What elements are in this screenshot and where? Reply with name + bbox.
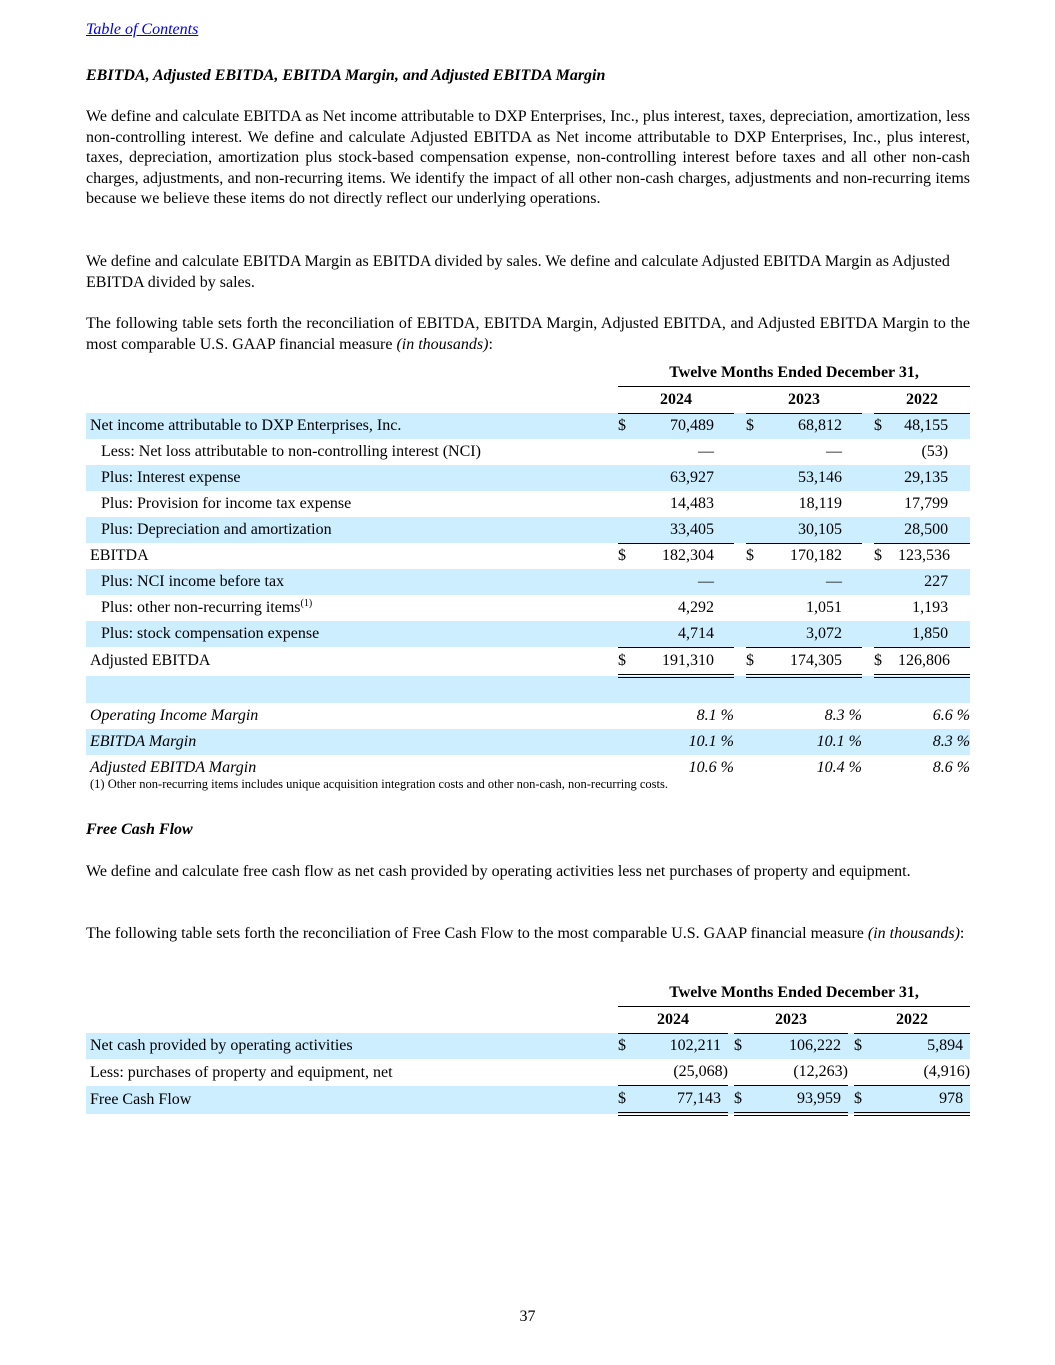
paragraph-ebitda-definition: We define and calculate EBITDA as Net income attributable to DXP Enterprises, Inc., plus interest, taxes, depreciation, amortization, less non-controlling interest. We define and calculate Adjusted EBITDA as Net income attributable to DXP Enterprises, Inc., plus interest, taxes, depreciation, amortization plus stock-based compensation expense, non-controlling interest before taxes and all other non-cash charges, adjustments, and non-recurring items. We identify the impact of all other non-cash charges, adjustments and non-recurring items because we believe these items do not directly reflect our underlying operations. [86, 108, 970, 208]
row-value: (12,263) [758, 1059, 848, 1085]
table-row [86, 517, 970, 543]
row-value: — [770, 569, 862, 595]
footnote-marker: (1) [300, 598, 313, 610]
currency-symbol [618, 1059, 642, 1085]
table-row [86, 647, 970, 675]
margin-row [86, 729, 970, 755]
section-heading-ebitda: EBITDA, Adjusted EBITDA, EBITDA Margin, and Adjusted EBITDA Margin [86, 67, 606, 84]
currency-symbol [746, 517, 770, 543]
row-value: 48,155 [898, 413, 970, 439]
row-value: 191,310 [642, 647, 734, 675]
row-value: — [642, 569, 734, 595]
row-value: 30,105 [770, 517, 862, 543]
spacer [862, 517, 874, 543]
row-value: 123,536 [898, 547, 950, 565]
margin-value: 8.3 % [824, 707, 862, 725]
margin-value: 10.4 % [816, 758, 862, 776]
row-value: — [826, 443, 842, 461]
currency-symbol [746, 491, 770, 517]
row-label: EBITDA [90, 547, 149, 565]
table-row [86, 543, 970, 569]
spacer [862, 491, 874, 517]
table-of-contents-link[interactable]: Table of Contents [86, 21, 199, 38]
paragraph-margin-definition: We define and calculate EBITDA Margin as EBITDA divided by sales. We define and calculate Adjusted EBITDA Margin as Adjusted EBITDA divided by sales. [86, 253, 950, 291]
units-note: (in thousands) [396, 335, 489, 353]
row-label: Adjusted EBITDA [90, 652, 211, 670]
row-value: 126,806 [898, 647, 970, 675]
currency-symbol [618, 517, 642, 543]
margin-row [86, 703, 970, 729]
row-value: 1,850 [898, 621, 970, 647]
spacer [734, 621, 746, 647]
currency-symbol: $ [874, 647, 898, 675]
spacer [862, 621, 874, 647]
period-header: Twelve Months Ended December 31, [618, 360, 970, 386]
currency-symbol [874, 517, 898, 543]
margin-value: 10.6 % [688, 758, 734, 776]
row-value: (4,916) [878, 1059, 970, 1085]
currency-symbol [746, 439, 770, 465]
row-value: 3,072 [770, 621, 862, 647]
spacer [862, 465, 874, 491]
row-value: (25,068) [642, 1059, 728, 1085]
currency-symbol [746, 465, 770, 491]
year-header: 2023 [746, 386, 862, 413]
ebitda-reconciliation-table [86, 360, 970, 781]
row-label: Plus: other non-recurring items$^{(1)}$ [101, 598, 313, 617]
row-value: 28,500 [898, 517, 970, 543]
row-value: 5,894 [878, 1033, 970, 1059]
row-value: 4,292 [678, 599, 714, 617]
currency-symbol [874, 569, 898, 595]
spacer [734, 703, 746, 729]
row-value: 1,051 [806, 599, 842, 617]
row-value: 1,193 [912, 599, 949, 617]
currency-symbol [618, 569, 642, 595]
currency-symbol [746, 595, 770, 621]
spacer [862, 729, 874, 755]
row-value: 106,222 [758, 1033, 848, 1059]
row-value: 63,927 [642, 465, 734, 491]
row-value: 29,135 [898, 465, 970, 491]
table-row [86, 1059, 970, 1085]
intro-colon: : [959, 925, 965, 942]
currency-symbol: $ [854, 1033, 878, 1059]
currency-symbol [618, 465, 642, 491]
currency-symbol: $ [618, 647, 642, 675]
currency-symbol: $ [874, 547, 882, 565]
margin-value: 8.1 % [696, 707, 734, 725]
currency-symbol: $ [746, 547, 754, 565]
currency-symbol [874, 491, 898, 517]
row-value: 174,305 [770, 647, 862, 675]
currency-symbol [618, 491, 642, 517]
row-value: 70,489 [642, 413, 734, 439]
currency-symbol: $ [734, 1086, 758, 1114]
table-header-years-row [86, 386, 970, 413]
currency-symbol [618, 595, 642, 621]
margin-label: EBITDA Margin [86, 729, 616, 755]
currency-symbol [734, 1059, 758, 1085]
currency-symbol [854, 1059, 878, 1085]
table-row [86, 1033, 970, 1059]
intro-text: The following table sets forth the reconciliation of EBITDA, EBITDA Margin, Adjusted EBITDA, and Adjusted EBITDA Margin to the most comparable U.S. GAAP financial measure [86, 315, 970, 353]
row-label: Free Cash Flow [86, 1086, 616, 1114]
row-label: Plus: Interest expense [86, 465, 616, 491]
spacer [734, 647, 746, 675]
table-row [86, 595, 970, 621]
spacer [734, 413, 746, 439]
row-value: (53) [921, 443, 949, 461]
table-row [86, 465, 970, 491]
spacer [862, 703, 874, 729]
paragraph-table2-intro [86, 924, 970, 945]
table-row [86, 1086, 970, 1114]
spacer [734, 465, 746, 491]
blank-row [86, 676, 970, 704]
row-value: 170,182 [790, 547, 842, 565]
row-label: Less: purchases of property and equipment, net [90, 1063, 393, 1081]
currency-symbol [874, 621, 898, 647]
table-row [86, 413, 970, 439]
currency-symbol [746, 569, 770, 595]
spacer [734, 543, 746, 569]
spacer [734, 517, 746, 543]
currency-symbol [874, 465, 898, 491]
year-header: 2022 [854, 1006, 970, 1033]
spacer [862, 569, 874, 595]
spacer [862, 543, 874, 569]
row-label: Plus: Provision for income tax expense [101, 494, 352, 512]
blank-cell [86, 676, 970, 704]
currency-symbol: $ [618, 547, 626, 565]
table-row [86, 569, 970, 595]
year-header: 2023 [734, 1006, 848, 1033]
intro-text: The following table sets forth the reconciliation of Free Cash Flow to the most comparable U.S. GAAP financial measure [86, 925, 868, 942]
currency-symbol [618, 621, 642, 647]
spacer [862, 413, 874, 439]
currency-symbol: $ [746, 647, 770, 675]
spacer [734, 439, 746, 465]
row-label: Less: Net loss attributable to non-controlling interest (NCI) [101, 443, 481, 461]
table-row [86, 439, 970, 465]
row-value: 33,405 [642, 517, 734, 543]
year-header: 2024 [618, 386, 734, 413]
spacer [734, 569, 746, 595]
section-heading-free-cash-flow: Free Cash Flow [86, 821, 193, 838]
paragraph-fcf-definition: We define and calculate free cash flow as net cash provided by operating activities less net purchases of property and equipment. [86, 863, 911, 880]
margin-label: Adjusted EBITDA Margin [90, 758, 257, 776]
row-value: 17,799 [904, 494, 949, 512]
year-header: 2024 [618, 1006, 728, 1033]
margin-value: 10.1 % [618, 729, 734, 755]
row-label: Plus: Depreciation and amortization [86, 517, 616, 543]
currency-symbol [874, 439, 898, 465]
table-header-period-row [86, 360, 970, 386]
table-header-years-row [86, 1006, 970, 1033]
row-value: 4,714 [642, 621, 734, 647]
row-value: — [698, 443, 714, 461]
margin-label: Operating Income Margin [90, 707, 259, 725]
currency-symbol: $ [874, 413, 898, 439]
spacer [862, 439, 874, 465]
currency-symbol [618, 439, 642, 465]
row-label: Net cash provided by operating activities [86, 1033, 616, 1059]
spacer [734, 729, 746, 755]
currency-symbol: $ [734, 1033, 758, 1059]
row-label: Plus: stock compensation expense [86, 621, 616, 647]
paragraph-table1-intro [86, 314, 970, 355]
margin-value: 6.6 % [932, 707, 971, 725]
row-value: 93,959 [758, 1086, 848, 1114]
currency-symbol [874, 595, 898, 621]
row-value: 227 [898, 569, 970, 595]
margin-value: 8.3 % [874, 729, 970, 755]
margin-value: 8.6 % [932, 758, 971, 776]
row-value: 978 [878, 1086, 970, 1114]
row-value: 14,483 [670, 494, 714, 512]
row-value: 68,812 [770, 413, 862, 439]
intro-colon: : [488, 335, 493, 353]
margin-value: 10.1 % [746, 729, 862, 755]
spacer [862, 647, 874, 675]
currency-symbol: $ [618, 1086, 642, 1114]
table-footnote: (1) Other non-recurring items includes unique acquisition integration costs and other non-cash, non-recurring costs. [90, 777, 668, 791]
table-row [86, 491, 970, 517]
spacer [862, 595, 874, 621]
table-row [86, 621, 970, 647]
period-header: Twelve Months Ended December 31, [618, 980, 970, 1006]
units-note: (in thousands) [867, 925, 960, 942]
row-value: 182,304 [662, 547, 714, 565]
row-label: Net income attributable to DXP Enterprises, Inc. [86, 413, 616, 439]
currency-symbol: $ [746, 413, 770, 439]
row-value: 53,146 [770, 465, 862, 491]
currency-symbol: $ [854, 1086, 878, 1114]
year-header: 2022 [874, 386, 970, 413]
currency-symbol: $ [618, 1033, 642, 1059]
spacer [734, 491, 746, 517]
spacer [734, 595, 746, 621]
row-label: Plus: NCI income before tax [86, 569, 616, 595]
free-cash-flow-table [86, 980, 970, 1116]
currency-symbol [746, 621, 770, 647]
page-number: 37 [519, 1308, 536, 1325]
table-header-period-row [86, 980, 970, 1006]
currency-symbol: $ [618, 413, 642, 439]
row-value: 18,119 [798, 494, 842, 512]
row-value: 77,143 [642, 1086, 728, 1114]
row-value: 102,211 [642, 1033, 728, 1059]
